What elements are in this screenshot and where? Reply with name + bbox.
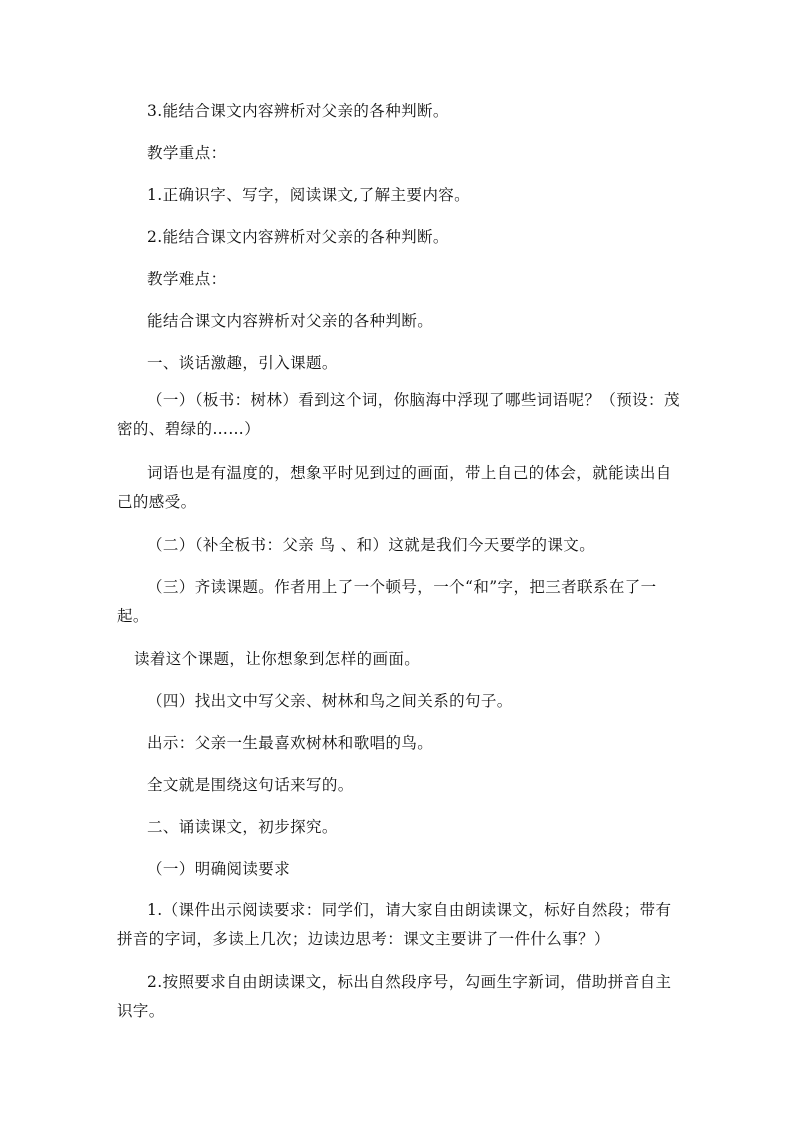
section-1-heading: 一、谈话激趣，引入课题。 xyxy=(147,354,338,372)
summary-text: 全文就是围绕这句话来写的。 xyxy=(147,776,354,794)
key-point-2: 2.能结合课文内容辨析对父亲的各种判断。 xyxy=(147,228,449,246)
step-1-1: （一）（板书：树林）看到这个词，你脑海中浮现了哪些词语呢？（预设：茂密的、碧绿的……） xyxy=(117,391,680,438)
step-1-2: （二）（补全板书：父亲 鸟 、和）这就是我们今天要学的课文。 xyxy=(147,536,596,554)
word-temperature-text: 词语也是有温度的，想象平时见到过的画面，带上自己的体会，就能读出自己的感受。 xyxy=(117,464,672,511)
imagine-text: 读着这个课题，让你想象到怎样的画面。 xyxy=(134,650,421,668)
key-points-heading: 教学重点： xyxy=(147,144,227,162)
step-1-4: （四）找出文中写父亲、树林和鸟之间关系的句子。 xyxy=(147,692,513,710)
objective-3: 3.能结合课文内容辨析对父亲的各种判断。 xyxy=(147,102,449,120)
display-sentence: 出示：父亲一生最喜欢树林和歌唱的鸟。 xyxy=(147,734,434,752)
key-point-1: 1.正确识字、写字，阅读课文,了解主要内容。 xyxy=(147,186,471,204)
reading-requirement-2: 2.按照要求自由朗读课文，标出自然段序号，勾画生字新词，借助拼音自主识字。 xyxy=(117,973,672,1020)
difficulty-heading: 教学难点： xyxy=(147,270,227,288)
reading-requirement-1: 1.（课件出示阅读要求：同学们，请大家自由朗读课文，标好自然段；带有拼音的字词，多读上几次；边读边思考：课文主要讲了一件什么事？） xyxy=(117,901,672,948)
section-2-heading: 二、诵读课文，初步探究。 xyxy=(147,818,338,836)
step-1-3: （三）齐读课题。作者用上了一个顿号，一个“和”字，把三者联系在了一起。 xyxy=(117,578,657,625)
step-2-1: （一）明确阅读要求 xyxy=(147,860,291,878)
difficulty-text: 能结合课文内容辨析对父亲的各种判断。 xyxy=(147,312,434,330)
